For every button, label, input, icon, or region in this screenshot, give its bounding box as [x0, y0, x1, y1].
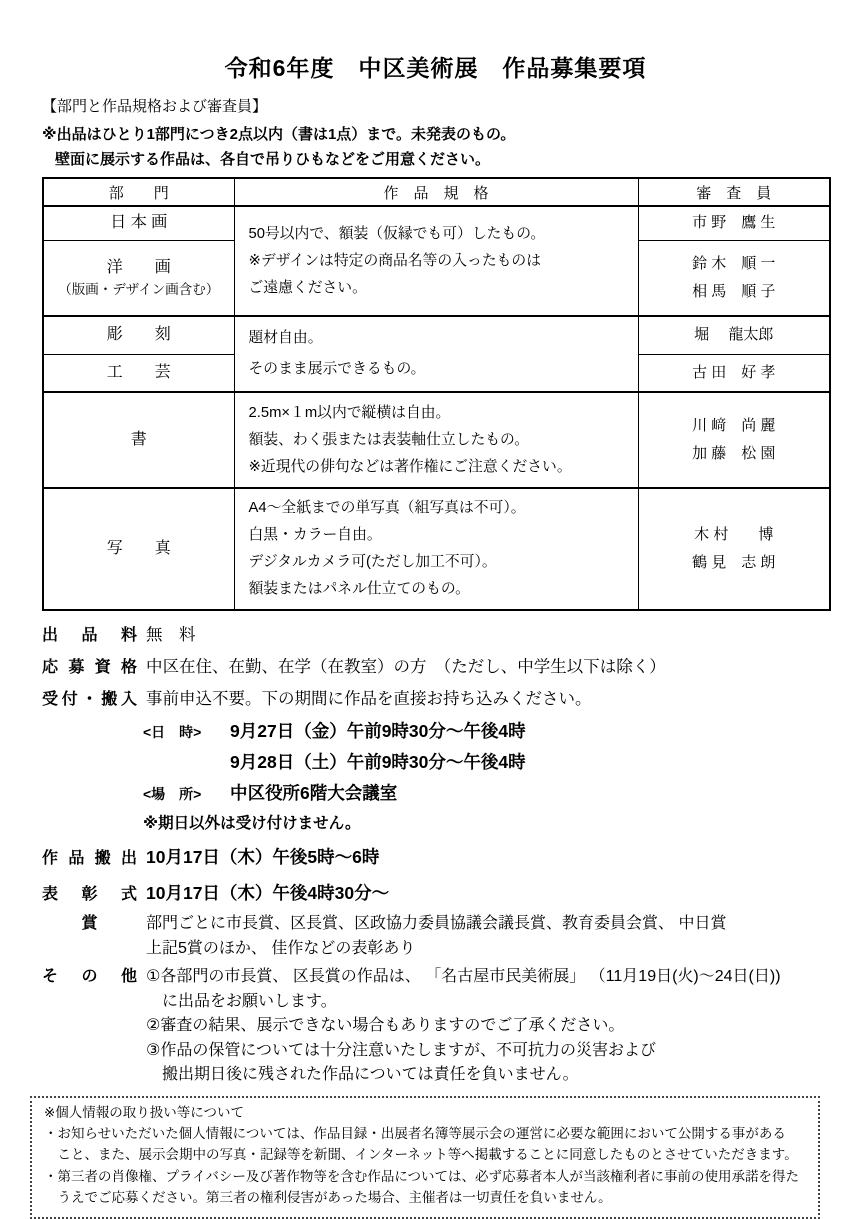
privacy-title: ※個人情報の取り扱い等について — [44, 1104, 245, 1120]
judge-name: 堀 龍太郎 — [694, 326, 774, 344]
judge-name: 木 村 博 — [694, 526, 774, 543]
col-header-spec: 作 品 規 格 — [234, 178, 638, 206]
department-subtitle: （版画・デザイン画含む） — [58, 281, 220, 297]
department-cell-nihonga: 日 本 画 — [43, 206, 234, 240]
department-cell-craft: 工 芸 — [43, 354, 234, 392]
spec-cell-photo — [234, 488, 638, 610]
judge-name: 川 﨑 尚 麗 — [692, 417, 776, 434]
detail-row-ceremony — [42, 878, 829, 908]
details-section — [42, 622, 829, 1088]
privacy-notice-box — [30, 1096, 820, 1219]
place-value: 中区役所6階大会議室 — [230, 783, 398, 803]
spec-cell-calligraphy — [234, 392, 638, 488]
other-line: ②審査の結果、展示できない場合もありますのでご了承ください。 — [146, 1017, 625, 1034]
spec-line: 額装、わく張または表装軸仕立したもの。 — [248, 431, 530, 448]
specs-table — [42, 177, 831, 611]
detail-value-fee: 無 料 — [146, 626, 196, 644]
other-line: ③作品の保管については十分注意いたしますが、不可抗力の災害および — [146, 1041, 657, 1059]
spec-line: デジタルカメラ可(ただし加工不可）。 — [248, 554, 497, 570]
judge-cell — [638, 206, 830, 240]
judge-cell — [638, 240, 830, 316]
spec-line: ※デザインは特定の商品名等の入ったものは — [248, 252, 542, 269]
detail-row-awards — [42, 910, 829, 961]
judge-name: 加 藤 松 園 — [692, 445, 776, 462]
datetime-label: <日 時> — [143, 724, 202, 740]
awards-line: 部門ごとに市長賞、区長賞、区政協力委員協議会議長賞、教育委員会賞、 中日賞 — [146, 915, 727, 932]
spec-line: 題材自由。 — [248, 330, 323, 346]
spec-cell-painting — [234, 206, 638, 316]
detail-label-awards: 賞 — [81, 915, 98, 932]
datetime-row — [143, 747, 829, 778]
page-title: 令和6年度 中区美術展 作品募集要項 — [224, 55, 647, 81]
note-entry-limit: ※出品はひとり1部門につき2点以内（書は1点）まで。未発表のもの。 — [42, 126, 516, 143]
spec-line: 2.5m×１m以内で縦横は自由。 — [248, 404, 451, 421]
judge-name: 鶴 見 志 朗 — [692, 554, 776, 571]
table-header-row — [43, 178, 830, 206]
spec-line: ご遠慮ください。 — [248, 279, 367, 296]
datetime-row — [143, 716, 829, 747]
spec-line: ※近現代の俳句などは著作権にご注意ください。 — [248, 458, 572, 475]
judge-cell — [638, 488, 830, 610]
detail-value-eligibility: 中区在住、在勤、在学（在教室）の方 （ただし、中学生以下は除く） — [146, 658, 666, 676]
department-cell-yoga — [43, 240, 234, 316]
place-row — [143, 778, 829, 809]
reception-note: ※期日以外は受け付けません。 — [143, 815, 361, 832]
judge-cell — [638, 392, 830, 488]
detail-row-removal — [42, 842, 829, 872]
datetime-value: 9月27日（金）午前9時30分～午後4時 — [230, 721, 526, 741]
department-cell-photo: 写 真 — [43, 488, 234, 610]
detail-value-ceremony: 10月17日（木）午後4時30分～ — [146, 883, 390, 903]
detail-value-reception: 事前申込不要。下の期間に作品を直接お持ち込みください。 — [146, 690, 592, 708]
judge-name: 市 野 鷹 生 — [692, 214, 776, 232]
col-header-judges: 審 査 員 — [638, 178, 830, 206]
detail-label-other: その他 — [42, 968, 137, 985]
table-row — [43, 392, 830, 488]
department-name: 洋 画 — [106, 258, 171, 276]
other-line: ①各部門の市長賞、 区長賞の作品は、 「名古屋市民美術展」 （11月19日(火)～24日(日)) — [146, 968, 781, 985]
detail-label-fee: 出品料 — [42, 627, 137, 644]
detail-row-reception — [42, 686, 829, 712]
spec-line: 50号以内で、額装（仮縁でも可）したもの。 — [248, 225, 546, 242]
privacy-line: こと、また、展示会期中の写真・記録等を新聞、インターネット等へ掲載することに同意したものとさせていただきます。 — [57, 1147, 798, 1162]
detail-label-eligibility: 応募資格 — [42, 659, 137, 676]
awards-line: 上記5賞のほか、 佳作などの表彰あり — [146, 939, 416, 957]
awards-lines — [146, 912, 726, 961]
reception-schedule — [143, 716, 829, 836]
other-lines — [146, 965, 781, 1088]
detail-row-fee — [42, 622, 829, 648]
other-line: 搬出期日後に残された作品については責任を負いません。 — [162, 1066, 579, 1083]
privacy-line: うえでご応募ください。第三者の権利侵害があった場合、主催者は一切責任を負いません。 — [57, 1190, 612, 1205]
table-row — [43, 206, 830, 240]
judge-name: 相 馬 順 子 — [692, 282, 776, 300]
judge-name: 鈴 木 順 一 — [692, 254, 776, 272]
table-row — [43, 488, 830, 610]
spec-line: 白黒・カラー自由。 — [248, 527, 382, 543]
department-cell-sculpture: 彫 刻 — [43, 316, 234, 354]
privacy-line: ・第三者の肖像権、プライバシー及び著作物等を含む作品については、必ず応募者本人が当該権利者に事前の使用承諾を得た — [44, 1168, 800, 1184]
detail-value-removal: 10月17日（木）午後5時～6時 — [146, 847, 380, 867]
other-line: に出品をお願いします。 — [162, 992, 337, 1010]
spec-line: そのまま展示できるもの。 — [248, 361, 426, 377]
detail-label-removal: 作品搬出 — [42, 850, 137, 867]
note-hanging-string: 壁面に展示する作品は、各自で吊りひもなどをご用意ください。 — [55, 151, 491, 168]
detail-label-ceremony: 表彰式 — [42, 886, 137, 903]
detail-row-eligibility — [42, 654, 829, 680]
detail-row-other — [42, 963, 829, 1088]
privacy-line: ・お知らせいただいた個人情報については、作品目録・出展者名簿等展示会の運営に必要な範囲において公開する事がある — [44, 1125, 786, 1141]
spec-cell-sculpture-craft — [234, 316, 638, 392]
datetime-value: 9月28日（土）午前9時30分～午後4時 — [230, 752, 526, 772]
col-header-department: 部 門 — [43, 178, 234, 206]
detail-label-reception: 受付・搬入 — [42, 691, 137, 708]
spec-line: A4～全紙までの単写真（組写真は不可）。 — [248, 500, 526, 516]
spec-line: 額装またはパネル仕立てのもの。 — [248, 581, 470, 597]
judge-name: 古 田 好 孝 — [692, 363, 776, 381]
judge-cell — [638, 354, 830, 392]
table-row — [43, 316, 830, 354]
place-label: <場 所> — [143, 786, 202, 802]
department-cell-calligraphy: 書 — [43, 392, 234, 488]
section-heading: 【部門と作品規格および審査員】 — [42, 98, 268, 115]
judge-cell — [638, 316, 830, 354]
